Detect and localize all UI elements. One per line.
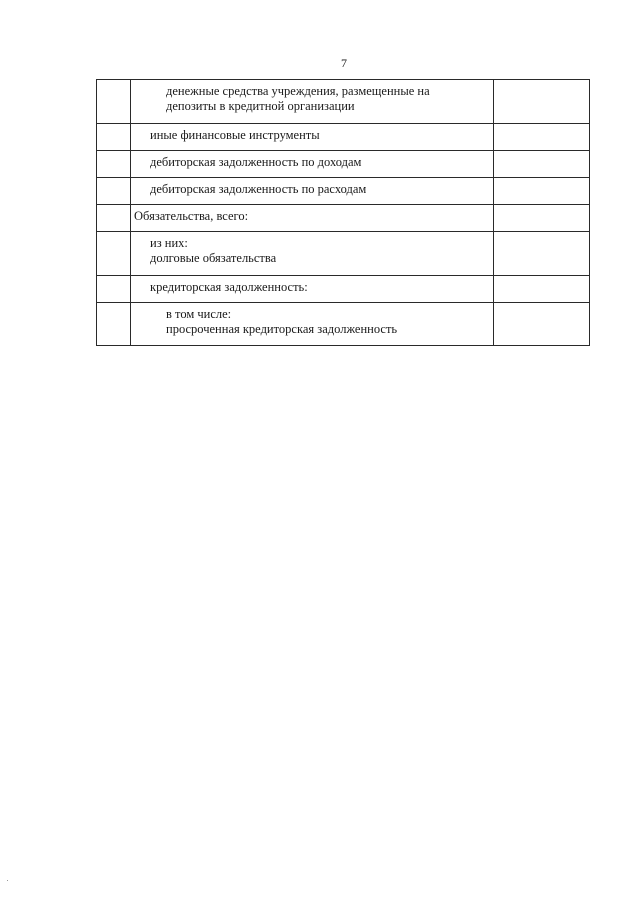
indicator-name-line: дебиторская задолженность по расходам [150,182,367,196]
table-row [97,205,590,232]
table-row [97,178,590,205]
indicator-name-line: депозиты в кредитной организации [166,99,355,113]
indicator-name-cell [131,124,494,151]
indicator-name-line: кредиторская задолженность: [150,280,308,294]
indicator-name-cell [131,205,494,232]
indicator-value-cell [494,205,590,232]
financial-indicators-table [96,79,590,346]
indicator-name-line: иные финансовые инструменты [150,128,320,142]
page-number: 7 [341,56,347,70]
row-number-cell [97,151,131,178]
indicator-name-line: в том числе: [166,307,232,321]
row-number-cell [97,205,131,232]
indicator-name-cell [131,232,494,276]
indicator-value-cell [494,80,590,124]
table-row [97,303,590,346]
indicator-name-line: дебиторская задолженность по доходам [150,155,362,169]
indicator-name-line: из них: [150,236,188,250]
indicator-name-line: долговые обязательства [150,251,277,265]
indicator-value-cell [494,276,590,303]
row-number-cell [97,178,131,205]
indicator-name-cell [131,80,494,124]
indicator-name-cell [131,276,494,303]
row-number-cell [97,124,131,151]
table-row [97,276,590,303]
scan-speck [7,880,8,881]
indicator-name-cell [131,178,494,205]
indicator-name-line: Обязательства, всего: [134,209,249,223]
row-number-cell [97,303,131,346]
table-row [97,80,590,124]
indicator-name-line: денежные средства учреждения, размещенные на [166,84,430,98]
indicator-value-cell [494,178,590,205]
row-number-cell [97,80,131,124]
table-row [97,151,590,178]
indicator-name-cell [131,151,494,178]
indicator-value-cell [494,124,590,151]
indicator-value-cell [494,151,590,178]
table-row [97,124,590,151]
indicator-value-cell [494,303,590,346]
row-number-cell [97,232,131,276]
indicator-name-line: просроченная кредиторская задолженность [166,322,398,336]
indicator-value-cell [494,232,590,276]
row-number-cell [97,276,131,303]
table-row [97,232,590,276]
indicator-name-cell [131,303,494,346]
